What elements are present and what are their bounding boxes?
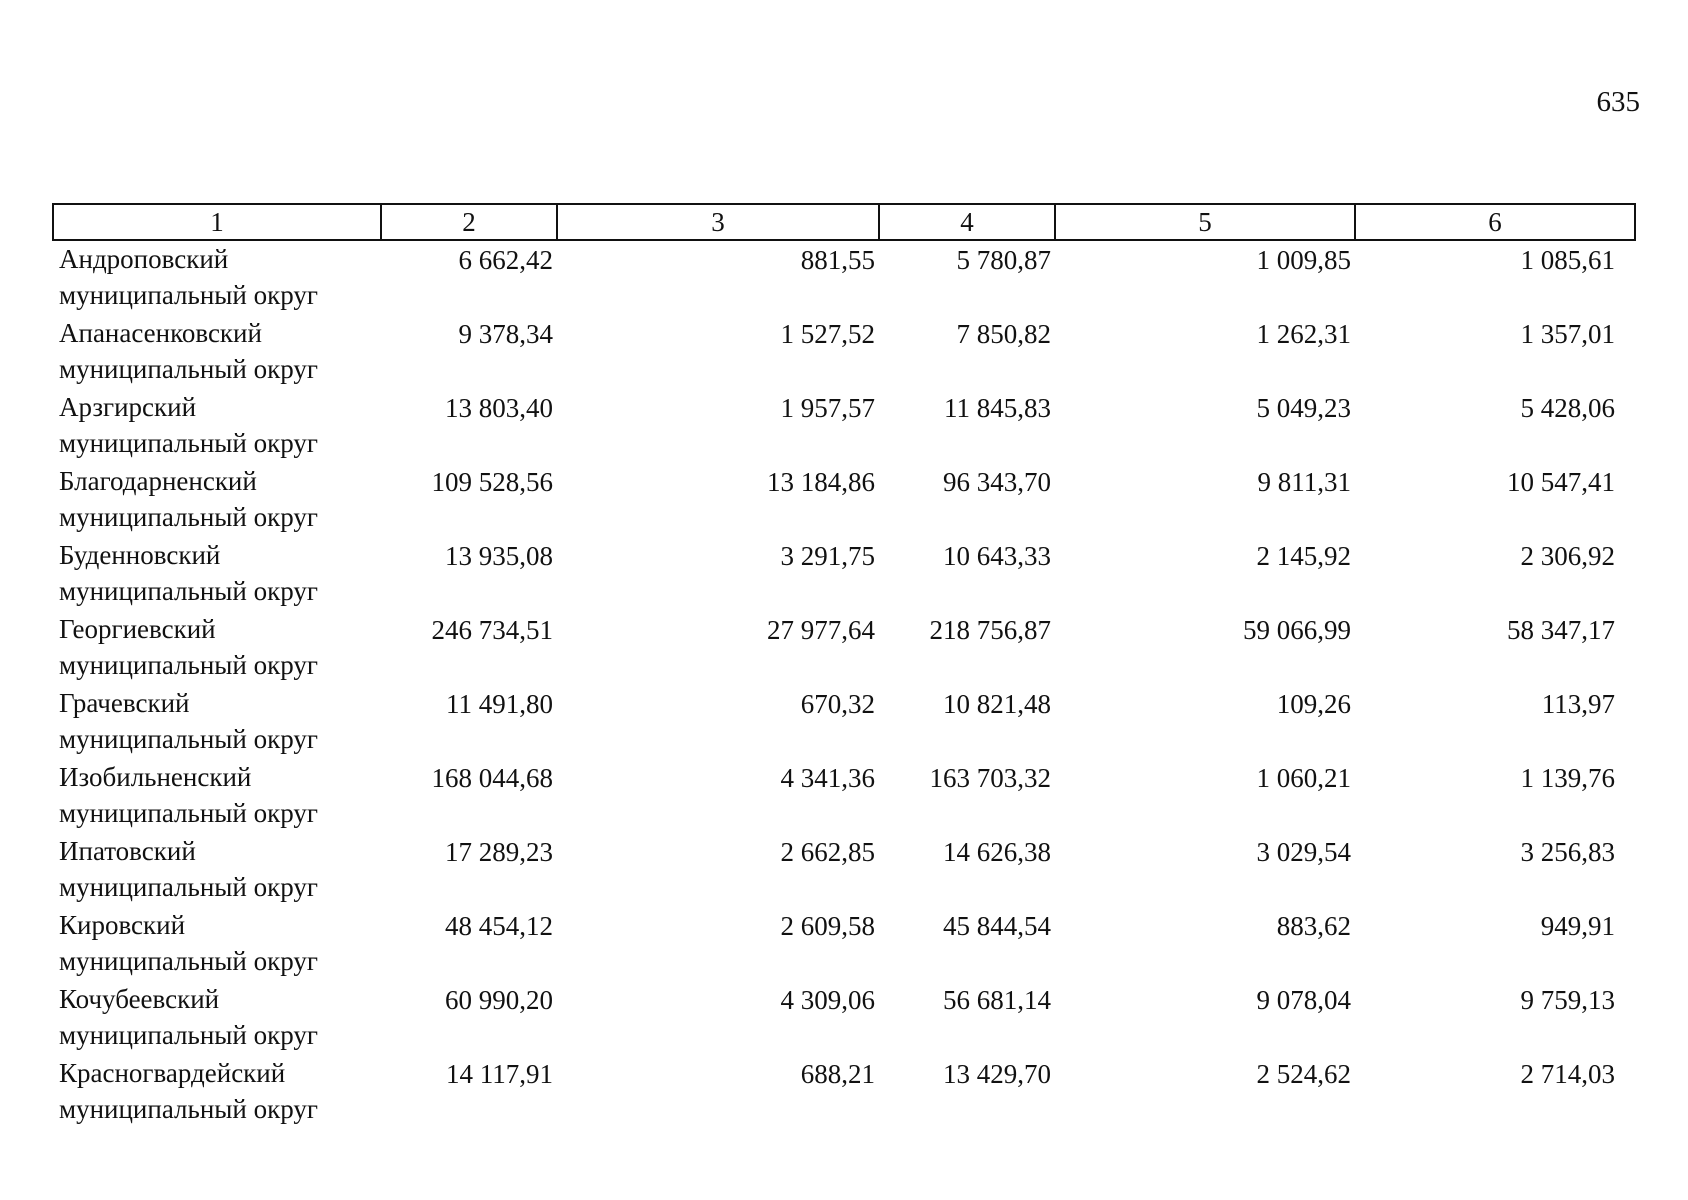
district-type: муниципальный округ bbox=[59, 1020, 318, 1050]
value-cell-col3: 2 609,58 bbox=[780, 911, 875, 941]
district-type: муниципальный округ bbox=[59, 724, 318, 754]
value-cell-col4: 10 643,33 bbox=[943, 541, 1051, 571]
value-cell-col4: 10 821,48 bbox=[943, 689, 1051, 719]
value-cell-col4: 45 844,54 bbox=[943, 911, 1051, 941]
value-cell-col6: 949,91 bbox=[1540, 911, 1615, 941]
value-cell-col2: 14 117,91 bbox=[446, 1059, 553, 1089]
district-name-cell bbox=[53, 315, 381, 389]
district-name-cell bbox=[53, 907, 381, 981]
table-row bbox=[53, 537, 1635, 611]
district-name: Георгиевский bbox=[59, 614, 216, 644]
value-cell-col6: 5 428,06 bbox=[1520, 393, 1615, 423]
district-name: Грачевский bbox=[59, 688, 190, 718]
value-cell-col5: 883,62 bbox=[1276, 911, 1351, 941]
table-body bbox=[53, 240, 1635, 1129]
value-cell-col2: 168 044,68 bbox=[431, 763, 553, 793]
value-cell-col2: 6 662,42 bbox=[458, 245, 553, 275]
district-name: Кочубеевский bbox=[59, 984, 220, 1014]
district-type: муниципальный округ bbox=[59, 576, 318, 606]
value-cell-col5: 3 029,54 bbox=[1256, 837, 1351, 867]
column-header: 1 bbox=[53, 204, 381, 240]
value-cell-col4: 5 780,87 bbox=[956, 245, 1051, 275]
table-row bbox=[53, 389, 1635, 463]
value-cell-col4: 56 681,14 bbox=[943, 985, 1051, 1015]
value-cell-col3: 27 977,64 bbox=[767, 615, 875, 645]
value-cell-col3: 1 957,57 bbox=[780, 393, 875, 423]
value-cell-col6: 9 759,13 bbox=[1520, 985, 1615, 1015]
table-row bbox=[53, 981, 1635, 1055]
value-cell-col3: 13 184,86 bbox=[767, 467, 875, 497]
district-name-cell bbox=[53, 1055, 381, 1129]
value-cell-col2: 11 491,80 bbox=[446, 689, 553, 719]
value-cell-col5: 59 066,99 bbox=[1243, 615, 1351, 645]
table-row bbox=[53, 759, 1635, 833]
value-cell-col4: 218 756,87 bbox=[929, 615, 1051, 645]
district-type: муниципальный округ bbox=[59, 946, 318, 976]
value-cell-col5: 109,26 bbox=[1276, 689, 1351, 719]
value-cell-col4: 11 845,83 bbox=[944, 393, 1051, 423]
value-cell-col6: 1 139,76 bbox=[1520, 763, 1615, 793]
district-name-cell bbox=[53, 389, 381, 463]
district-type: муниципальный округ bbox=[59, 354, 318, 384]
district-name: Буденновский bbox=[59, 540, 221, 570]
district-name-cell bbox=[53, 759, 381, 833]
value-cell-col3: 4 341,36 bbox=[780, 763, 875, 793]
table-row bbox=[53, 907, 1635, 981]
value-cell-col3: 4 309,06 bbox=[780, 985, 875, 1015]
district-name-cell bbox=[53, 685, 381, 759]
value-cell-col6: 58 347,17 bbox=[1507, 615, 1615, 645]
value-cell-col4: 7 850,82 bbox=[956, 319, 1051, 349]
value-cell-col6: 2 306,92 bbox=[1520, 541, 1615, 571]
value-cell-col5: 1 060,21 bbox=[1256, 763, 1351, 793]
district-type: муниципальный округ bbox=[59, 1094, 318, 1124]
district-type: муниципальный округ bbox=[59, 428, 318, 458]
column-header: 2 bbox=[381, 204, 557, 240]
district-type: муниципальный округ bbox=[59, 872, 318, 902]
table-row bbox=[53, 1055, 1635, 1129]
district-name: Андроповский bbox=[59, 244, 229, 274]
header-row bbox=[53, 204, 1635, 240]
value-cell-col2: 9 378,34 bbox=[458, 319, 553, 349]
value-cell-col2: 246 734,51 bbox=[431, 615, 553, 645]
value-cell-col6: 3 256,83 bbox=[1520, 837, 1615, 867]
value-cell-col5: 9 078,04 bbox=[1256, 985, 1351, 1015]
district-type: муниципальный округ bbox=[59, 798, 318, 828]
value-cell-col4: 13 429,70 bbox=[943, 1059, 1051, 1089]
district-name-cell bbox=[53, 981, 381, 1055]
value-cell-col3: 1 527,52 bbox=[780, 319, 875, 349]
data-table bbox=[52, 203, 1636, 1129]
district-name: Благодарненский bbox=[59, 466, 257, 496]
district-name-cell bbox=[53, 240, 381, 315]
value-cell-col3: 688,21 bbox=[800, 1059, 875, 1089]
value-cell-col2: 13 935,08 bbox=[445, 541, 553, 571]
value-cell-col3: 881,55 bbox=[800, 245, 875, 275]
table-row bbox=[53, 240, 1635, 315]
district-type: муниципальный округ bbox=[59, 280, 318, 310]
value-cell-col2: 60 990,20 bbox=[445, 985, 553, 1015]
column-header: 3 bbox=[557, 204, 879, 240]
value-cell-col4: 163 703,32 bbox=[929, 763, 1051, 793]
table-row bbox=[53, 833, 1635, 907]
value-cell-col2: 48 454,12 bbox=[445, 911, 553, 941]
value-cell-col6: 2 714,03 bbox=[1520, 1059, 1615, 1089]
column-header: 4 bbox=[879, 204, 1055, 240]
district-name-cell bbox=[53, 537, 381, 611]
value-cell-col6: 1 085,61 bbox=[1520, 245, 1615, 275]
district-name: Изобильненский bbox=[59, 762, 252, 792]
value-cell-col5: 1 009,85 bbox=[1256, 245, 1351, 275]
table-row bbox=[53, 611, 1635, 685]
district-name: Ипатовский bbox=[59, 836, 196, 866]
value-cell-col6: 1 357,01 bbox=[1520, 319, 1615, 349]
value-cell-col5: 1 262,31 bbox=[1256, 319, 1351, 349]
value-cell-col2: 13 803,40 bbox=[445, 393, 553, 423]
table-row bbox=[53, 463, 1635, 537]
table-row bbox=[53, 685, 1635, 759]
value-cell-col3: 670,32 bbox=[800, 689, 875, 719]
value-cell-col5: 2 145,92 bbox=[1256, 541, 1351, 571]
district-type: муниципальный округ bbox=[59, 650, 318, 680]
page-number: 635 bbox=[1596, 86, 1640, 118]
district-name-cell bbox=[53, 833, 381, 907]
district-type: муниципальный округ bbox=[59, 502, 318, 532]
value-cell-col5: 5 049,23 bbox=[1256, 393, 1351, 423]
district-name-cell bbox=[53, 463, 381, 537]
value-cell-col6: 10 547,41 bbox=[1507, 467, 1615, 497]
district-name: Красногвардейский bbox=[59, 1058, 286, 1088]
value-cell-col3: 2 662,85 bbox=[780, 837, 875, 867]
value-cell-col4: 96 343,70 bbox=[943, 467, 1051, 497]
table-row bbox=[53, 315, 1635, 389]
value-cell-col5: 9 811,31 bbox=[1257, 467, 1351, 497]
district-name: Кировский bbox=[59, 910, 186, 940]
column-header: 6 bbox=[1355, 204, 1635, 240]
value-cell-col4: 14 626,38 bbox=[943, 837, 1051, 867]
district-name: Апанасенковский bbox=[59, 318, 262, 348]
district-name-cell bbox=[53, 611, 381, 685]
value-cell-col6: 113,97 bbox=[1541, 689, 1615, 719]
value-cell-col5: 2 524,62 bbox=[1256, 1059, 1351, 1089]
value-cell-col3: 3 291,75 bbox=[780, 541, 875, 571]
value-cell-col2: 17 289,23 bbox=[445, 837, 553, 867]
column-header: 5 bbox=[1055, 204, 1355, 240]
district-name: Арзгирский bbox=[59, 392, 197, 422]
table-header bbox=[53, 204, 1635, 240]
value-cell-col2: 109 528,56 bbox=[431, 467, 553, 497]
